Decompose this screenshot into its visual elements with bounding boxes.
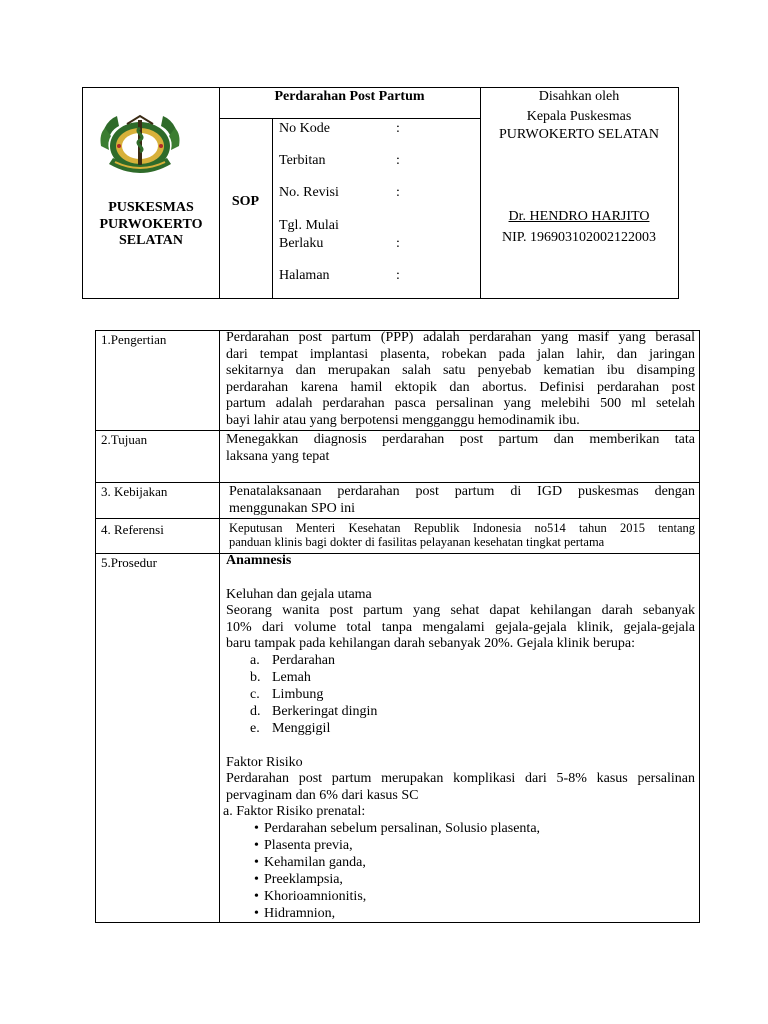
signer-nip: NIP. 196903102002122003 [501, 230, 656, 245]
meta-label-tgl-mulai: Tgl. Mulai [279, 218, 339, 233]
meta-label-no-revisi: No. Revisi [279, 185, 339, 200]
pengertian-text: Perdarahan post partum (PPP) adalah perdarahan yang masif yang berasal dari tempat implantasi plasenta, robekan pada jalan lahir, dan jaringan sekitarnya dan merupakan salah satu penyebab kematian ibu disamping perdarahan karena hamil ektopik dan abortus. Definisi perdarahan post partum adalah perdarahan pasca persalinan yang melebihi 500 ml setelah bayi lahir atau yang berpotensi mengganggu hemodinamik ibu. [226, 330, 695, 428]
list-item: • Kehamilan ganda, [254, 854, 366, 870]
row-label-prosedur: 5.Prosedur [101, 555, 157, 570]
doc-title: Perdarahan Post Partum [274, 89, 425, 104]
meta-colon: : [396, 268, 400, 283]
anamnesis-heading: Anamnesis [226, 553, 292, 568]
prenatal-title: a. Faktor Risiko prenatal: [223, 804, 366, 819]
list-item: d. Berkeringat dingin [250, 703, 378, 719]
list-item: • Plasenta previa, [254, 837, 353, 853]
row-label-pengertian: 1.Pengertian [101, 332, 167, 347]
faktor-title: Faktor Risiko [226, 754, 303, 770]
keluhan-title: Keluhan dan gejala utama [226, 586, 372, 602]
puskesmas-emblem-icon [97, 102, 183, 186]
meta-label-halaman: Halaman [279, 268, 330, 283]
row-label-tujuan: 2.Tujuan [101, 432, 148, 447]
list-item: • Perdarahan sebelum persalinan, Solusio plasenta, [254, 820, 541, 836]
approval-line: Disahkan oleh [538, 89, 620, 104]
list-item: • Preeklampsia, [254, 871, 343, 887]
meta-colon: : [396, 121, 400, 136]
approval-line: Kepala Puskesmas [526, 109, 632, 124]
list-item: a. Perdarahan [250, 652, 335, 668]
list-item: • Hidramnion, [254, 905, 336, 921]
row-label-kebijakan: 3. Kebijakan [101, 484, 168, 499]
meta-label-no-kode: No Kode [279, 121, 330, 136]
meta-label-berlaku: Berlaku [279, 236, 324, 251]
meta-colon: : [396, 153, 400, 168]
gejala-list [226, 653, 695, 738]
content-table [95, 330, 700, 923]
approval-org: PURWOKERTO SELATAN [499, 127, 659, 142]
meta-colon: : [396, 236, 400, 251]
org-name: PUSKESMAS PURWOKERTO SELATAN [99, 200, 203, 248]
prenatal-list [226, 821, 695, 923]
list-item: • Khorioamnionitis, [254, 888, 367, 904]
signer-name: Dr. HENDRO HARJITO [508, 209, 650, 224]
sop-label: SOP [231, 194, 260, 209]
list-item: c. Limbung [250, 686, 324, 702]
prosedur-text: Anamnesis Keluhan dan gejala utama Seorang wanita post partum yang sehat dapat kehilangan darah sebanyak 10% dari volume total tanpa mengalami gejala-gejala klinik, gejala-gejala baru tampak pada kehilangan darah sebanyak 20%. Gejala klinik berupa: a. Perdarahan b. Lemah c. Limbung d. Berkeringat dingin e. Menggigil Faktor Risiko Perdarahan post partum merupakan komplikasi dari 5-8% kasus persalinan pervaginam dan 6% dari kasus SC a. Faktor Risiko prenatal: • Perdarahan sebelum persalinan, Solusio plasenta, • Plasenta previa, • Kehamilan ganda, • Preeklampsia, • Khorioamnionitis, • Hidramnion, [223, 553, 695, 921]
tujuan-text: Menegakkan diagnosis perdarahan post partum dan memberikan tata laksana yang tepat [226, 432, 695, 464]
meta-label-terbitan: Terbitan [279, 153, 326, 168]
kebijakan-text: Penatalaksanaan perdarahan post partum di IGD puskesmas dengan menggunakan SPO ini [229, 484, 695, 516]
list-item: b. Lemah [250, 669, 311, 685]
referensi-text: Keputusan Menteri Kesehatan Republik Indonesia no514 tahun 2015 tentang panduan klinis bagi dokter di fasilitas pelayanan kesehatan tingkat pertama [229, 521, 695, 549]
list-item: e. Menggigil [250, 720, 331, 736]
row-label-referensi: 4. Referensi [101, 522, 164, 537]
meta-colon: : [396, 185, 400, 200]
